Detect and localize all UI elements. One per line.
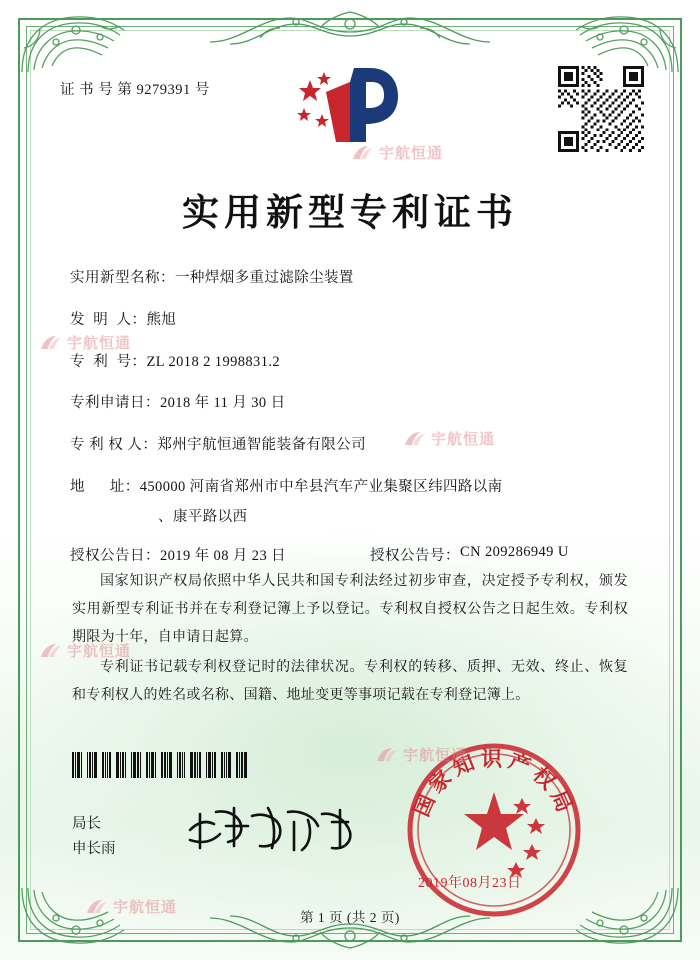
director-title: 局长 [72, 816, 101, 832]
grant-date-value: 2019 年 08 月 23 日 [160, 547, 287, 564]
barcode [72, 752, 248, 778]
body-paragraph-2: 专利证书记载专利权登记时的法律状况。专利权的转移、质押、无效、终止、恢复和专利权人的姓名或名称、国籍、地址变更等事项记载在专利登记簿上。 [72, 660, 628, 703]
field-row-patent-number [70, 352, 640, 374]
watermark-text: 宇航恒通 [403, 747, 468, 764]
body-paragraph-1: 国家知识产权局依照中华人民共和国专利法经过初步审查，决定授予专利权，颁发实用新型专利证书并在专利登记簿上予以登记。专利权自授权公告之日起生效。专利权期限为十年，自申请日起算。 [72, 574, 628, 645]
field-label: 专 利 号： [70, 353, 147, 370]
field-label: 实用新型名称： [70, 270, 175, 286]
field-label: 专 利 权 人： [70, 437, 158, 453]
director-name: 申长雨 [72, 840, 116, 857]
watermark-text: 宇航恒通 [113, 899, 178, 916]
field-value: 郑州宇航恒通智能装备有限公司 [157, 437, 366, 453]
field-row-address [70, 477, 640, 499]
official-seal [404, 740, 584, 920]
watermark-logo-icon [40, 335, 62, 351]
field-value: 一种焊烟多重过滤除尘装置 [175, 270, 354, 286]
watermark-text: 宇航恒通 [67, 643, 132, 660]
watermark-logo-icon [40, 643, 62, 659]
field-label: 地 址： [70, 478, 140, 495]
field-value: 熊旭 [146, 311, 177, 328]
field-row-patentee [70, 435, 640, 457]
grant-date-label: 授权公告日： [70, 547, 160, 564]
field-value: 450000 河南省郑州市中牟县汽车产业集聚区纬四路以南 [139, 478, 503, 495]
certificate-number: 证 书 号 第 9279391 号 [60, 82, 210, 98]
address-line-2: 、康平路以西 [158, 508, 248, 525]
grant-number-label: 授权公告号： [370, 547, 460, 564]
watermark-text: 宇航恒通 [67, 335, 132, 352]
watermark-logo-icon [376, 747, 398, 763]
field-list [70, 268, 640, 587]
page-footer: 第 1 页 (共 2 页) [300, 910, 400, 925]
legal-body-text [72, 568, 628, 712]
watermark-text: 宇航恒通 [379, 145, 444, 162]
watermark-text: 宇航恒通 [431, 431, 496, 448]
handwritten-signature [182, 800, 362, 860]
field-row-grant [70, 544, 640, 565]
field-row-inventor [70, 310, 640, 332]
seal-text: 国家知识产权局 [408, 746, 580, 821]
field-label: 专利申请日： [70, 395, 160, 412]
patent-office-logo-icon [296, 62, 404, 148]
field-row-utility-model-name [70, 268, 640, 290]
grant-number-value: CN 209286949 U [460, 543, 569, 560]
page-title: 实用新型专利证书 [182, 190, 518, 234]
field-value: ZL 2018 2 1998831.2 [146, 353, 281, 370]
seal-date: 2019年08月23日 [418, 876, 522, 891]
field-label: 发 明 人： [70, 311, 147, 328]
signature-block [72, 812, 116, 861]
qr-code [558, 66, 644, 152]
field-row-application-date [70, 393, 640, 415]
field-value: 2018 年 11 月 30 日 [160, 395, 286, 412]
